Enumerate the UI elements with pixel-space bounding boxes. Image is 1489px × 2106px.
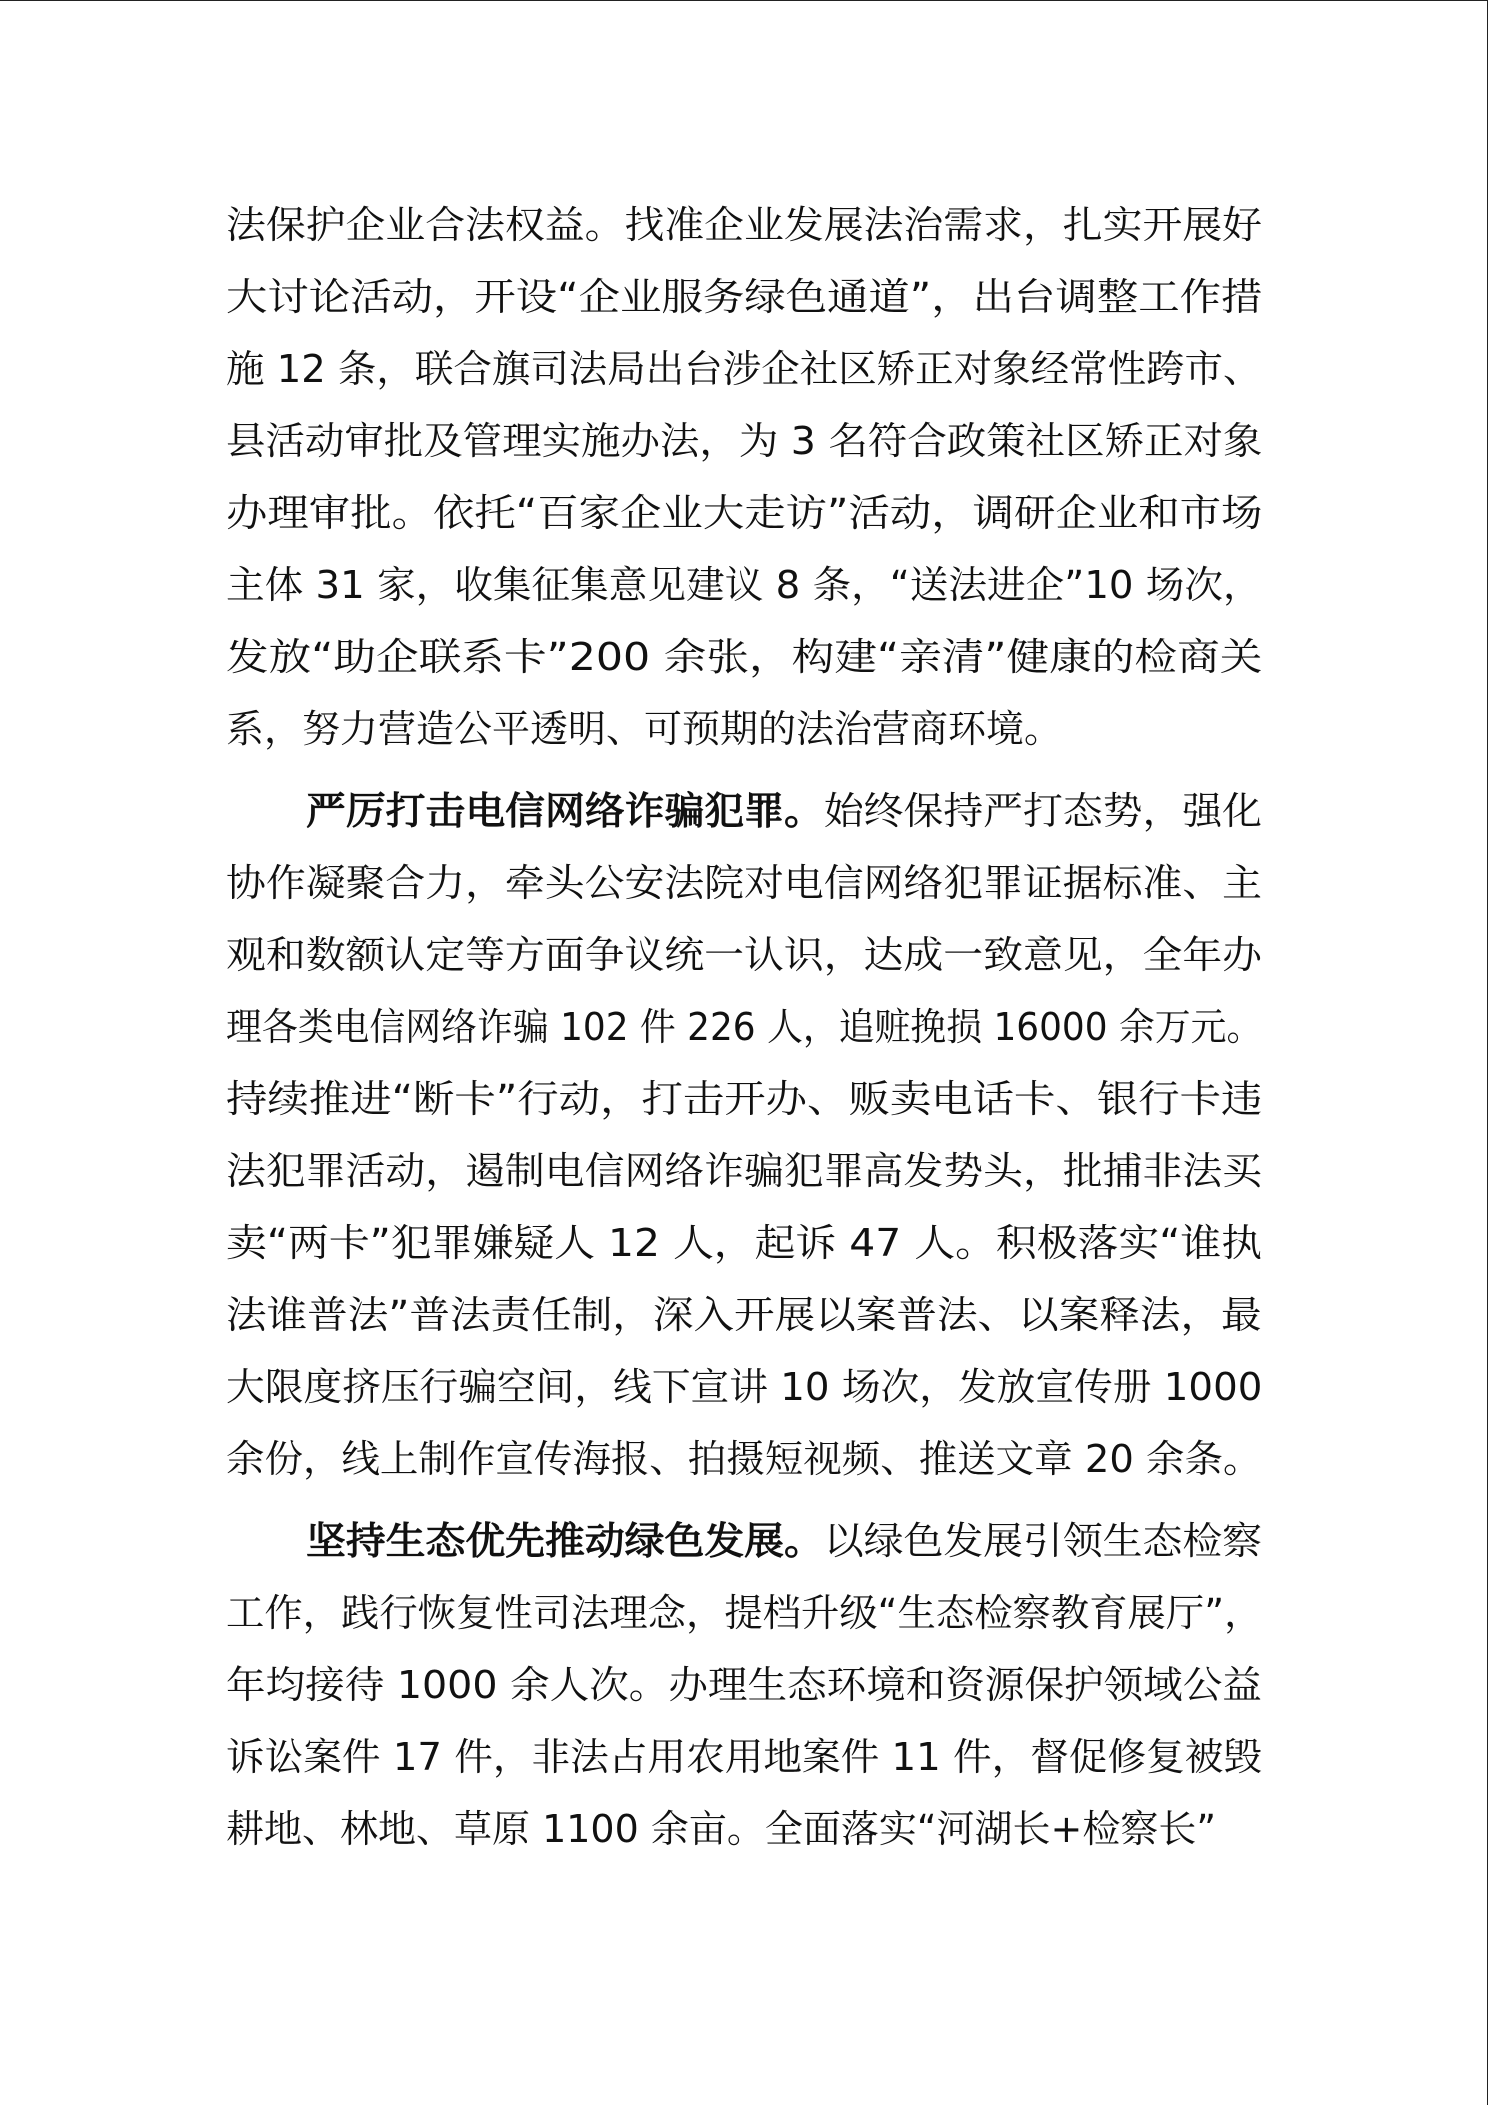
text-line-6: 主体 31 家，收集征集意见建议 8 条，“送法进企”10 场次， xyxy=(226,563,1262,607)
heading-line-rest: 始终保持严打态势，强化 xyxy=(823,789,1262,833)
text-line-17: 大限度挤压行骗空间，线下宣讲 10 场次，发放宣传册 1000 xyxy=(226,1365,1263,1409)
text-line-12: 理各类电信网络诈骗 102 件 226 人，追赃挽损 16000 余万元。 xyxy=(226,1005,1263,1049)
text-line-10: 协作凝聚合力，牵头公安法院对电信网络犯罪证据标准、主 xyxy=(226,861,1263,905)
text-line-5: 办理审批。依托“百家企业大走访”活动，调研企业和市场 xyxy=(226,491,1263,535)
section-heading-ecology: 坚持生态优先推动绿色发展。 xyxy=(306,1519,824,1563)
text-line-3: 施 12 条，联合旗司法局出台涉企社区矫正对象经常性跨市、 xyxy=(226,347,1262,391)
text-line-8: 系，努力营造公平透明、可预期的法治营商环境。 xyxy=(226,707,1063,751)
text-line-23: 耕地、林地、草原 1100 余亩。全面落实“河湖长+检察长” xyxy=(226,1807,1217,1851)
text-line-13: 持续推进“断卡”行动，打击开办、贩卖电话卡、银行卡违 xyxy=(226,1077,1263,1121)
heading-line-rest: 以绿色发展引领生态检察 xyxy=(823,1519,1262,1563)
text-line-15: 卖“两卡”犯罪嫌疑人 12 人，起诉 47 人。积极落实“谁执 xyxy=(226,1221,1263,1265)
section-heading-telecom-fraud: 严厉打击电信网络诈骗犯罪。 xyxy=(306,789,824,833)
text-line-18: 余份，线上制作宣传海报、拍摄短视频、推送文章 20 余条。 xyxy=(226,1437,1262,1481)
text-line-16: 法谁普法”普法责任制，深入开展以案普法、以案释法，最 xyxy=(226,1293,1262,1337)
text-line-7: 发放“助企联系卡”200 余张，构建“亲清”健康的检商关 xyxy=(226,635,1263,679)
text-line-4: 县活动审批及管理实施办法，为 3 名符合政策社区矫正对象 xyxy=(226,419,1263,463)
paragraph-heading-line-telecom-fraud xyxy=(306,787,1262,835)
text-line-2: 大讨论活动，开设“企业服务绿色通道”，出台调整工作措 xyxy=(226,275,1263,319)
text-line-21: 年均接待 1000 余人次。办理生态环境和资源保护领域公益 xyxy=(226,1663,1262,1707)
text-line-14: 法犯罪活动，遏制电信网络诈骗犯罪高发势头，批捕非法买 xyxy=(226,1149,1263,1193)
text-line-11: 观和数额认定等方面争议统一认识，达成一致意见，全年办 xyxy=(226,933,1263,977)
paragraph-heading-line-ecology xyxy=(306,1517,1262,1565)
text-line-20: 工作，践行恢复性司法理念，提档升级“生态检察教育展厅”， xyxy=(226,1591,1263,1635)
text-line-22: 诉讼案件 17 件，非法占用农用地案件 11 件，督促修复被毁 xyxy=(226,1735,1263,1779)
text-line-1: 法保护企业合法权益。找准企业发展法治需求，扎实开展好 xyxy=(226,203,1263,247)
body-text xyxy=(0,1,1487,2105)
